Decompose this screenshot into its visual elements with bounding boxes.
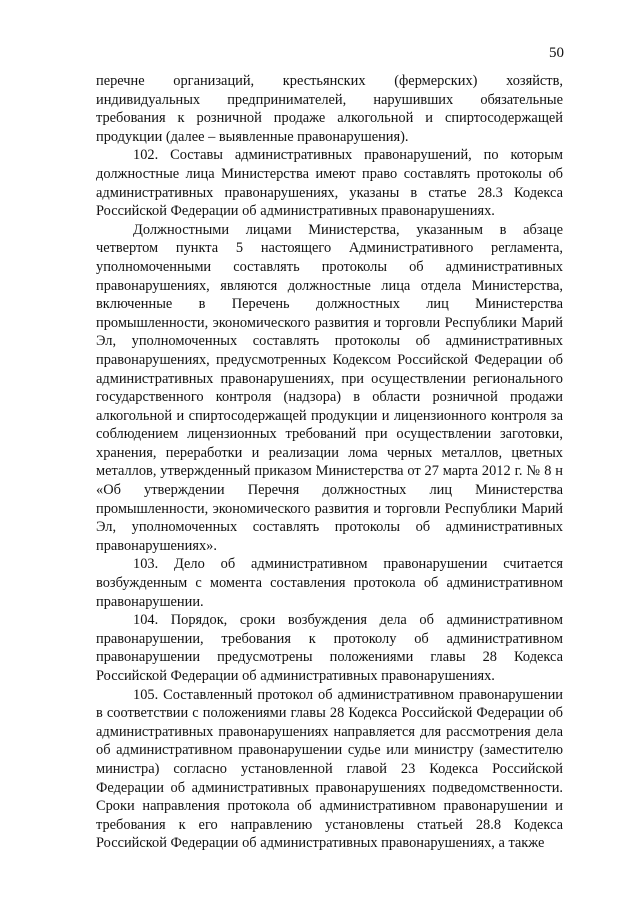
- paragraph-103: 103. Дело об административном правонарушении считается возбужденным с момента составления протокола об административном правонарушении.: [96, 556, 563, 610]
- document-body: [96, 72, 563, 853]
- paragraph-105: 105. Составленный протокол об административном правонарушении в соответствии с положениями главы 28 Кодекса Российской Федерации об административных правонарушениях направляется для рассмотрения дела об административном правонарушении судье или министру (заместителю министра) согласно установленной главой 23 Кодекса Российской Федерации об административных правонарушениях подведомственности. Сроки направления протокола об административном правонарушении и требования к его направлению установлены статьей 28.8 Кодекса Российской Федерации об административных правонарушениях, а также: [96, 686, 563, 852]
- paragraph-continuation: перечне организаций, крестьянских (фермерских) хозяйств, индивидуальных предпринимателей, нарушивших обязательные требования к розничной продаже алкогольной и спиртосодержащей продукции (далее – выявленные правонарушения).: [96, 73, 563, 145]
- paragraph-officials: Должностными лицами Министерства, указанным в абзаце четвертом пункта 5 настоящего Административного регламента, уполномоченными составлять протоколы об административных правонарушениях, являются должностные лица отдела Министерства, включенные в Перечень должностных лиц Министерства промышленности, экономического развития и торговли Республики Марий Эл, уполномоченных составлять протоколы об административных правонарушениях, предусмотренных Кодексом Российской Федерации об административных правонарушениях, при осуществлении регионального государственного контроля (надзора) в области розничной продажи алкогольной и спиртосодержащей продукции и лицензионного контроля за соблюдением лицензионных требований при осуществлении заготовки, хранения, переработки и реализации лома черных металлов, цветных металлов, утвержденный приказом Министерства от 27 марта 2012 г. № 8 н «Об утверждении Перечня должностных лиц Министерства промышленности, экономического развития и торговли Республики Марий Эл, уполномоченных составлять протоколы об административных правонарушениях».: [96, 221, 563, 554]
- page-number: 50: [549, 45, 564, 61]
- paragraph-102: 102. Составы административных правонарушений, по которым должностные лица Министерства имеют право составлять протоколы об административных правонарушениях, указаны в статье 28.3 Кодекса Российской Федерации об административных правонарушениях.: [96, 147, 563, 220]
- paragraph-104: 104. Порядок, сроки возбуждения дела об административном правонарушении, требования к протоколу об административном правонарушении предусмотрены положениями главы 28 Кодекса Российской Федерации об административных правонарушениях.: [96, 612, 563, 684]
